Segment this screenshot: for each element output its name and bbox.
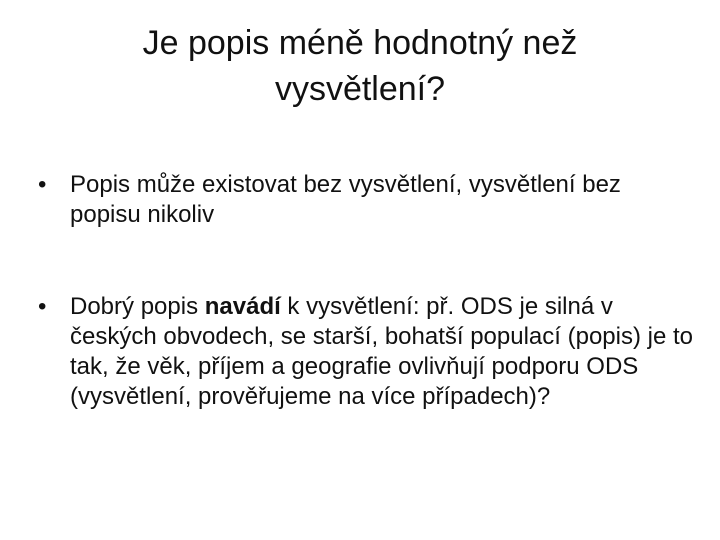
bullet-marker: • bbox=[38, 293, 47, 320]
bullet-item-2 bbox=[38, 292, 698, 412]
bullet-text-end: k vysvětlení: př. ODS je silná v českých obvodech, se starší, bohatší populací (popis) je to tak, že věk, příjem a geografie ovlivňují podporu ODS (vysvětlení, prověřujeme na více případech)? bbox=[70, 293, 694, 410]
bullet-text: Popis může existovat bez vysvětlení, vysvětlení bez popisu nikoliv bbox=[70, 171, 621, 228]
slide-title bbox=[100, 20, 620, 112]
bullet-list bbox=[38, 170, 698, 412]
title-line-2: vysvětlení? bbox=[274, 70, 446, 108]
bullet-text-start: Dobrý popis bbox=[70, 293, 205, 320]
bullet-item-1 bbox=[38, 170, 698, 230]
bullet-marker: • bbox=[38, 171, 47, 198]
title-line-1: Je popis méně hodnotný než bbox=[142, 24, 578, 62]
bullet-text-bold: navádí bbox=[204, 293, 281, 320]
